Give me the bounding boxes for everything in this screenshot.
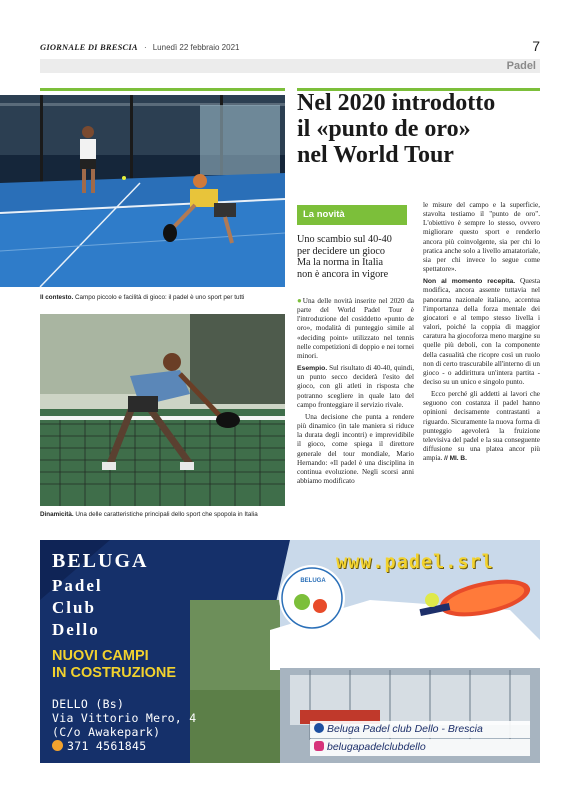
paragraph-lead: Esempio. [297, 365, 328, 373]
headline-line: Nel 2020 introdotto [297, 90, 496, 116]
paragraph: Una decisione che punta a rendere più dinamico (in tale maniera si riduce la durata degli incontri) e imprevidibile il gioco, come spiega il direttore generale del tour mondiale, Mario Hernando: «Il padel è una disciplina in continua evoluzione. Negli scorsi anni abbiamo modificato [297, 412, 414, 485]
bullet-icon: ● [297, 296, 303, 305]
headline-line: nel World Tour [297, 142, 454, 168]
caption-top-text: Campo piccolo e facilità di gioco: il padel è uno sport per tutti [75, 294, 245, 301]
section-label: Padel [506, 60, 536, 72]
ad-logo-text: BELUGA [300, 578, 326, 584]
article-subhead [297, 234, 417, 280]
paragraph: Sul risultato di 40-40, quindi, un punto secco deciderà l'esito del gioco, con gli atleti in risposta che potranno scegliere in quale lato del campo fronteggiare il servizio rivale. [297, 364, 415, 409]
subhead-line: Ma la norma in Italia [297, 257, 383, 268]
advertisement-beluga [40, 540, 540, 763]
instagram-icon [314, 741, 324, 751]
subhead-line: non è ancora in vigore [297, 268, 389, 280]
paragraph: Questa modifica, ancora assente tuttavia nel panorama nazionale italiano, accentua l'importanza della forza mentale dei giocatori e al tempo stesso livella i valori, poiché la coppia di maggior caratura ha giocoforza meno margine su quelle più deboli, con la componente della casualità che ricopre così un ruolo non di certo trascurabile all'interno di un gioco - o addirittura un'intera partita - deciso su un unico e singolo punto. [423, 277, 541, 386]
subhead-line: Uno scambio sul 40-40 [297, 234, 392, 245]
section-bar [40, 59, 540, 73]
ad-address-line: Via Vittorio Mero, 4 [52, 711, 197, 725]
subhead-line: per decidere un gioco [297, 245, 385, 257]
ad-club-name-line: Padel [52, 576, 103, 595]
article-column-1 [297, 296, 414, 489]
article-column-2 [423, 201, 540, 466]
paragraph-lead: Non al momento recepita. [423, 278, 516, 286]
ad-club-name: BELUGA [52, 550, 149, 572]
phone-icon [52, 740, 63, 751]
photo-rule-top [40, 88, 285, 91]
section-tag: La novità [297, 205, 407, 225]
headline-line: il «punto de oro» [297, 116, 471, 142]
masthead [40, 38, 540, 56]
paragraph: Ecco perché gli addetti ai lavori che seguono con costanza il padel hanno opinioni decisamente contrastanti a riguardo. Sicuramente la nuova forma di punteggio agevolerà la fruizione televisiva del padel e la sua conseguente diffusione su una platea ancor più ampia. [423, 390, 540, 463]
ad-news-line: NUOVI CAMPI [52, 648, 149, 664]
caption-top-photo [40, 294, 290, 302]
photo-padel-player-diving [40, 314, 285, 506]
ad-facebook-text: Beluga Padel club Dello - Brescia [327, 723, 483, 735]
page-number: 7 [532, 38, 540, 54]
caption-bottom-lead: Dinamicità. [40, 511, 74, 518]
ad-club-name-line: Club [52, 598, 96, 617]
photo-padel-court-players [0, 95, 285, 287]
facebook-icon [314, 723, 324, 733]
separator-dot: · [143, 43, 147, 52]
ad-phone [52, 739, 146, 753]
newspaper-name: GIORNALE DI BRESCIA [40, 42, 138, 52]
caption-top-lead: Il contesto. [40, 294, 74, 301]
ad-news-line: IN COSTRUZIONE [52, 665, 177, 681]
article-headline [297, 90, 547, 168]
ad-website: www.padel.srl [336, 552, 494, 573]
paragraph: le misure del campo e la superficie, stavolta testiamo il "punto de oro". L'obiettivo è sempre lo stesso, ovvero migliorare questo sport e renderlo ancora più coinvolgente, sia per chi lo pratica anche solo a livello amatatoriale, sia per chi invece lo segue come spettatore». [423, 201, 540, 274]
ad-instagram [310, 739, 530, 756]
ad-facebook [310, 721, 530, 738]
paragraph: Una delle novità inserite nel 2020 da parte del World Padel Tour è l'introduzione del cosiddetto «punto de oro», modalità di punteggio simile al «deciding point» utilizzato nel tennis nelle competizioni di doppio e nei tornei minori. [297, 297, 414, 360]
caption-bottom-text: Una delle caratteristiche principali dello sport che spopola in Italia [75, 511, 258, 518]
caption-bottom-photo [40, 511, 290, 519]
ad-club-name-line: Dello [52, 620, 100, 639]
issue-date: Lunedì 22 febbraio 2021 [152, 43, 240, 52]
ad-address-line: (C/o Awakepark) [52, 725, 161, 739]
ad-address-line: DELLO (Bs) [52, 697, 125, 711]
ad-instagram-text: belugapadelclubdello [327, 741, 426, 753]
author-signature: // MI. B. [444, 455, 467, 463]
ad-phone-number: 371 4561845 [67, 739, 147, 753]
